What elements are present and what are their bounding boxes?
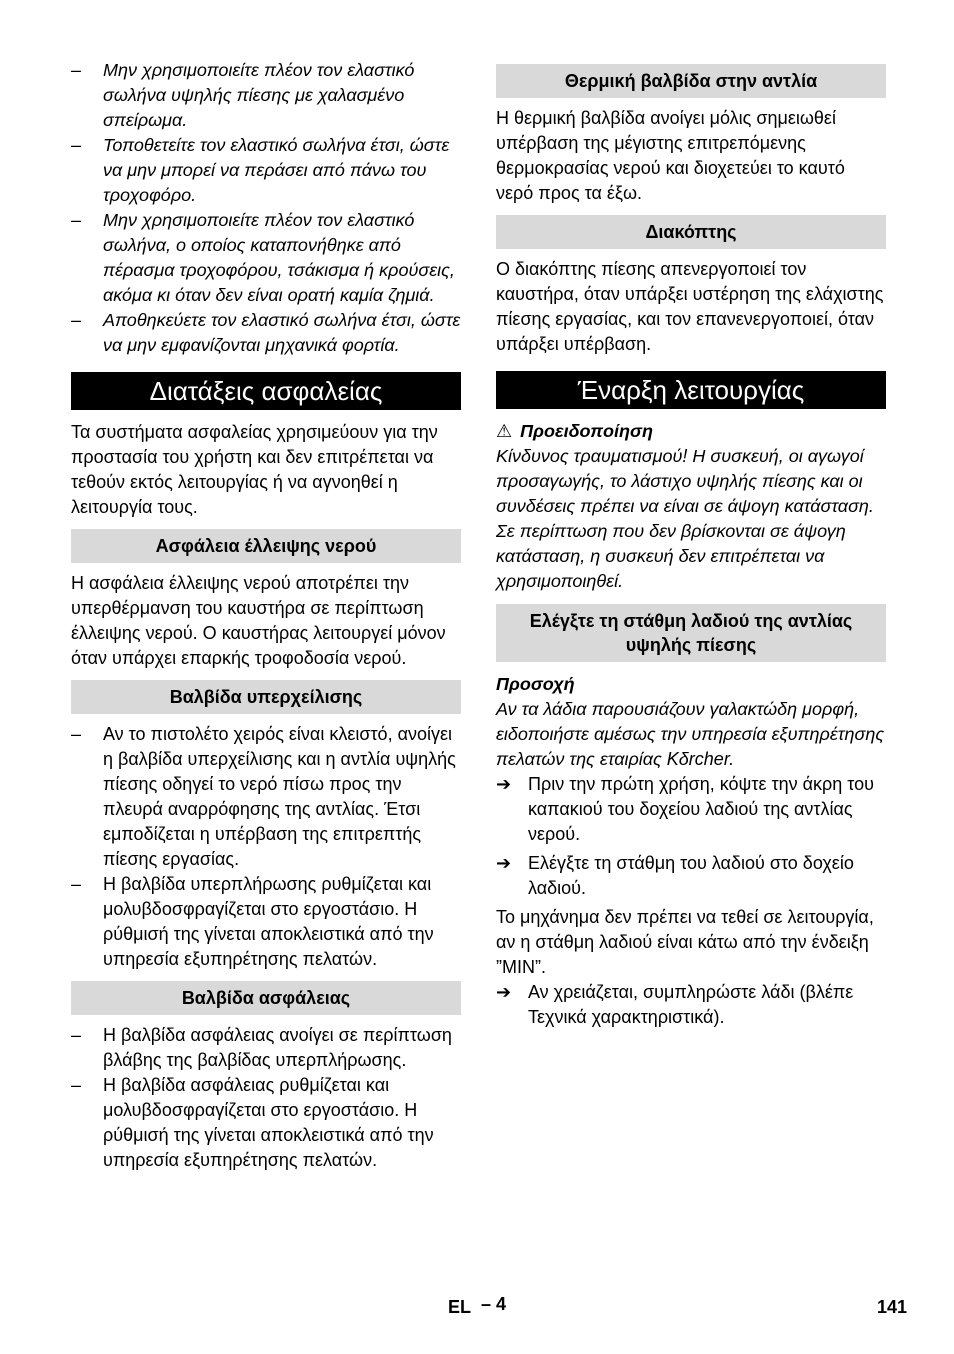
subsection-title-safety-valve: Βαλβίδα ασφάλειας [71, 981, 461, 1015]
oil-level-text: Το μηχάνημα δεν πρέπει να τεθεί σε λειτουργία, αν η στάθμη λαδιού είναι κάτω από την ένδειξη ”MIN”. [496, 907, 874, 977]
list-item [496, 772, 886, 847]
overflow-valve-list [71, 722, 461, 972]
list-item: – Μην χρησιμοποιείτε πλέον τον ελαστικό σωλήνα υψηλής πίεσης με χαλασμένο σπείρωμα. [71, 58, 461, 133]
arrow-right-icon: ➔ [496, 774, 512, 794]
step-text: Αν χρειάζεται, συμπληρώστε λάδι (βλέπε Τεχνικά χαρακτηριστικά). [528, 982, 854, 1027]
warning-triangle-icon: ⚠ [496, 421, 513, 441]
section-title-safety-devices: Διατάξεις ασφαλείας [71, 372, 461, 410]
subsection-title-water-shortage: Ασφάλεια έλλειψης νερού [71, 529, 461, 563]
water-shortage-text: Η ασφάλεια έλλειψης νερού αποτρέπει την υπερθέρμανση του καυστήρα σε περίπτωση έλλειψης νερού. Ο καυστήρας λειτουργεί μόνον όταν υπάρχει επαρκής τροφοδοσία νερού. [71, 573, 446, 668]
list-item [496, 980, 886, 1030]
caution-text: Αν τα λάδια παρουσιάζουν γαλακτώδη μορφή, ειδοποιήστε αμέσως την υπηρεσία εξυπηρέτησης πελατών της εταιρίας Kδrcher. [496, 699, 885, 769]
oil-check-steps [496, 772, 886, 901]
list-item: – Αποθηκεύετε τον ελαστικό σωλήνα έτσι, ώστε να μην εμφανίζονται μηχανικά φορτία. [71, 308, 461, 358]
footer-section-page: – 4 [481, 1294, 507, 1314]
safety-devices-text: Τα συστήματα ασφαλείας χρησιμεύουν για την προστασία του χρήστη και δεν επιτρέπεται να τεθούν εκτός λειτουργίας ή να αγνοηθεί η λειτουργία τους. [71, 422, 438, 517]
step-text: Πριν την πρώτη χρήση, κόψτε την άκρη του καπακιού του δοχείου λαδιού της αντλίας νερού. [528, 774, 875, 844]
section-title-start-up: Έναρξη λειτουργίας [496, 371, 886, 409]
list-item: – Η βαλβίδα υπερπλήρωσης ρυθμίζεται και μολυβδοσφραγίζεται στο εργοστάσιο. Η ρύθμισή της γίνεται αποκλειστικά από την υπηρεσία εξυπηρέτησης πελατών. [71, 872, 461, 972]
page-number: 141 [877, 1297, 908, 1317]
left-column [71, 58, 461, 1173]
list-item: – Μην χρησιμοποιείτε πλέον τον ελαστικό σωλήνα, ο οποίος καταπονήθηκε από πέρασμα τροχοφόρου, τσάκισμα ή κρούσεις, ακόμα κι όταν δεν είναι ορατή καμία ζημιά. [71, 208, 461, 308]
list-item: – Τοποθετείτε τον ελαστικό σωλήνα έτσι, ώστε να μην μπορεί να περάσει από πάνω του τροχοφόρο. [71, 133, 461, 208]
subsection-title-oil-level: Ελέγξτε τη στάθμη λαδιού της αντλίας υψηλής πίεσης [496, 604, 886, 662]
step-text: Ελέγξτε τη στάθμη του λαδιού στο δοχείο λαδιού. [528, 853, 854, 898]
list-item: – Η βαλβίδα ασφάλειας ανοίγει σε περίπτωση βλάβης της βαλβίδας υπερπλήρωσης. [71, 1023, 461, 1073]
subsection-title-thermal-valve: Θερμική βαλβίδα στην αντλία [496, 64, 886, 98]
safety-valve-list [71, 1023, 461, 1173]
footer-language: EL [448, 1297, 472, 1317]
switch-text: Ο διακόπτης πίεσης απενεργοποιεί τον καυστήρα, όταν υπάρξει υστέρηση της ελάχιστης πίεσης εργασίας, και τον επανενεργοποιεί, όταν υπάρξει υπέρβαση. [496, 259, 884, 354]
warning-text: Κίνδυνος τραυματισμού! Η συσκευή, οι αγωγοί προσαγωγής, το λάστιχο υψηλής πίεσης και οι συνδέσεις πρέπει να είναι σε άψογη κατάσταση. Σε περίπτωση που δεν βρίσκονται σε άψογη κατάσταση, η συσκευή δεν επιτρέπεται να χρησιμοποιηθεί. [496, 446, 874, 591]
arrow-right-icon: ➔ [496, 982, 512, 1002]
list-item [496, 851, 886, 901]
list-item: – Αν το πιστολέτο χειρός είναι κλειστό, ανοίγει η βαλβίδα υπερχείλισης και η αντλία υψηλής πίεσης οδηγεί το νερό πίσω προς την πλευρά αναρρόφησης της αντλίας. Έτσι εμποδίζεται η υπέρβαση της επιτρεπτής πίεσης εργασίας. [71, 722, 461, 872]
subsection-title-switch: Διακόπτης [496, 215, 886, 249]
list-item: – Η βαλβίδα ασφάλειας ρυθμίζεται και μολυβδοσφραγίζεται στο εργοστάσιο. Η ρύθμισή της γίνεται αποκλειστικά από την υπηρεσία εξυπηρέτησης πελατών. [71, 1073, 461, 1173]
arrow-right-icon: ➔ [496, 853, 512, 873]
warning-heading [496, 419, 886, 444]
caution-label: Προσοχή [496, 674, 575, 694]
warning-label: Προειδοποίηση [520, 421, 653, 441]
hose-precautions-list [71, 58, 461, 358]
right-column [496, 58, 886, 1034]
thermal-valve-text: Η θερμική βαλβίδα ανοίγει μόλις σημειωθεί υπέρβαση της μέγιστης επιτρεπόμενης θερμοκρασίας νερού και διοχετεύει το καυτό νερό προς τα έξω. [496, 108, 845, 203]
subsection-title-overflow-valve: Βαλβίδα υπερχείλισης [71, 680, 461, 714]
oil-refill-step [496, 980, 886, 1030]
